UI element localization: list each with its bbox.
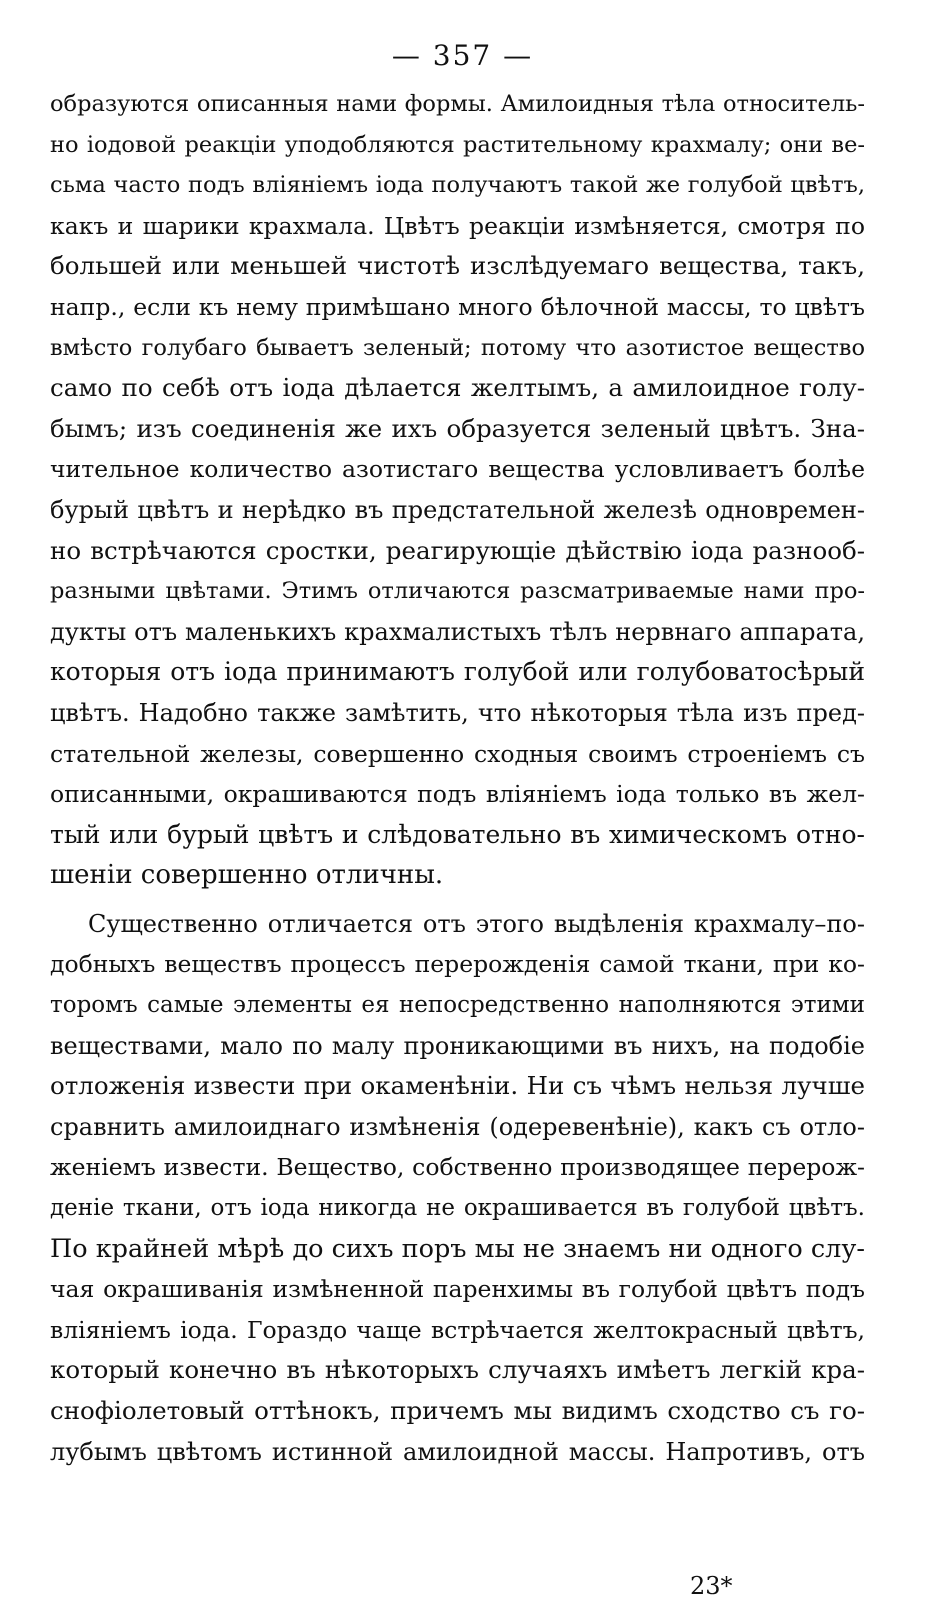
- text-line: которыя отъ іода принимаютъ голубой или голубоватосѣрый: [50, 657, 865, 687]
- text-line: бымъ; изъ соединенія же ихъ образуется зеленый цвѣтъ. Зна-: [50, 413, 865, 443]
- text-line: но іодовой реакціи уподобляются растительному крахмалу; они ве-: [50, 131, 865, 158]
- paragraph-2: [50, 904, 865, 1472]
- text-line: чая окрашиванія измѣненной паренхимы въ голубой цвѣтъ подъ: [50, 1275, 865, 1304]
- text-line: дукты отъ маленькихъ крахмалистыхъ тѣлъ нервнаго аппарата,: [50, 617, 865, 646]
- text-line: вліяніемъ іода. Гораздо чаще встрѣчается желтокрасный цвѣтъ,: [50, 1315, 865, 1344]
- text-line: само по себѣ отъ іода дѣлается желтымъ, а амилоидное голу-: [50, 373, 865, 403]
- text-line: бурый цвѣтъ и нерѣдко въ предстательной железѣ одновремен-: [50, 495, 865, 524]
- text-line: женіемъ извести. Вещество, собственно производящее перерож-: [50, 1153, 865, 1182]
- body-text: [50, 84, 865, 1472]
- paragraph-1: [50, 84, 865, 896]
- text-line: шеніи совершенно отличны.: [50, 860, 444, 891]
- text-line: какъ и шарики крахмала. Цвѣтъ реакціи измѣняется, смотря по: [50, 211, 865, 240]
- text-line: лубымъ цвѣтомъ истинной амилоидной массы. Напротивъ, отъ: [50, 1437, 865, 1466]
- text-line: чительное количество азотистаго вещества условливаетъ болѣе: [50, 455, 865, 484]
- text-line: веществами, мало по малу проникающими въ нихъ, на подобіе: [50, 1031, 865, 1060]
- text-line: образуются описанныя нами формы. Амилоидныя тѣла относитель-: [50, 91, 865, 117]
- text-line: сравнить амилоиднаго измѣненія (одеревенѣніе), какъ съ отло-: [50, 1112, 865, 1141]
- text-line: но встрѣчаются сростки, реагирующіе дѣйствію іода разнооб-: [50, 535, 865, 565]
- text-line: описанными, окрашиваются подъ вліяніемъ іода только въ жел-: [50, 780, 865, 809]
- text-line: отложенія извести при окаменѣніи. Ни съ чѣмъ нельзя лучше: [50, 1071, 865, 1101]
- text-line: разными цвѣтами. Этимъ отличаются разсматриваемые нами про-: [50, 578, 865, 605]
- text-line: цвѣтъ. Надобно также замѣтить, что нѣкоторыя тѣла изъ пред-: [50, 698, 865, 727]
- text-line: сьма часто подъ вліяніемъ іода получаютъ такой же голубой цвѣтъ,: [50, 172, 865, 199]
- text-line: снофіолетовый оттѣнокъ, причемъ мы видимъ сходство съ го-: [50, 1396, 865, 1425]
- text-line: По крайней мѣрѣ до сихъ поръ мы не знаемъ ни одного слу-: [50, 1233, 865, 1264]
- text-line: большей или меньшей чистотѣ изслѣдуемаго вещества, такъ,: [50, 251, 865, 281]
- signature-mark: 23*: [690, 1572, 733, 1600]
- text-line: тый или бурый цвѣтъ и слѣдовательно въ химическомъ отно-: [50, 819, 865, 849]
- text-line: вмѣсто голубаго бываетъ зеленый; потому что азотистое вещество: [50, 334, 865, 361]
- text-line: деніе ткани, отъ іода никогда не окрашивается въ голубой цвѣтъ.: [50, 1195, 865, 1222]
- text-line: торомъ самые элементы ея непосредственно наполняются этими: [50, 992, 865, 1019]
- text-line: напр., если къ нему примѣшано много бѣлочной массы, то цвѣтъ: [50, 292, 865, 321]
- text-line: стательной железы, совершенно сходныя своимъ строеніемъ съ: [50, 739, 865, 768]
- text-line: который конечно въ нѣкоторыхъ случаяхъ имѣетъ легкій кра-: [50, 1355, 865, 1385]
- text-line: Существенно отличается отъ этого выдѣленія крахмалу–по-: [88, 909, 865, 938]
- page-number-header: — 357 —: [391, 39, 534, 72]
- text-line: добныхъ веществъ процессъ перерожденія самой ткани, при ко-: [50, 950, 865, 979]
